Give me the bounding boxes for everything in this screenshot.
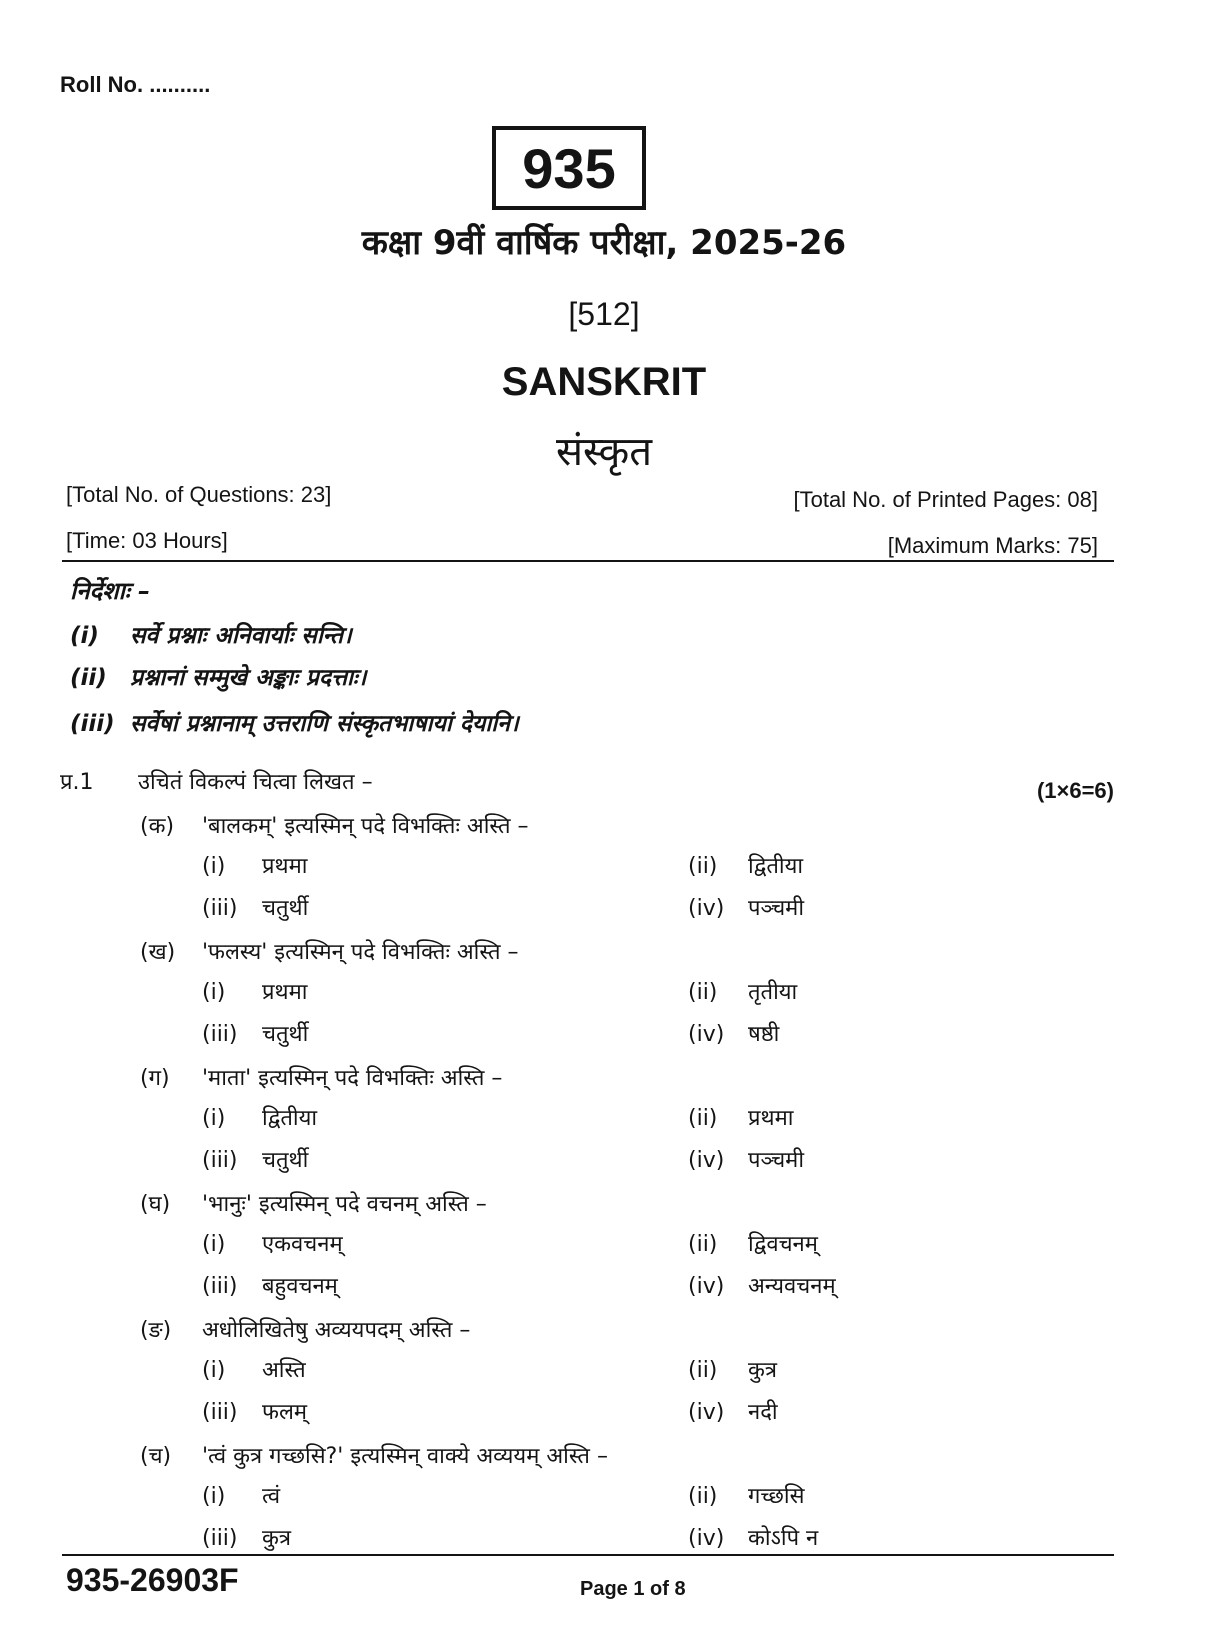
answer-option (688, 1018, 779, 1048)
answer-option (202, 976, 307, 1006)
option-text: एकवचनम् (262, 1232, 343, 1257)
sub-question (140, 1062, 502, 1092)
instructions-heading: निर्देशाः – (70, 577, 151, 605)
option-text: बहुवचनम् (262, 1274, 338, 1299)
answer-option (688, 892, 804, 922)
sub-question-label: (च) (140, 1444, 172, 1469)
option-text: कुत्र (748, 1358, 778, 1383)
answer-option (202, 1522, 291, 1552)
answer-option (688, 1354, 777, 1384)
answer-option (688, 850, 803, 880)
option-text: चतुर्थी (262, 1022, 309, 1047)
option-number: (iv) (688, 1148, 725, 1173)
answer-option (202, 1102, 317, 1132)
option-text: अस्ति (262, 1358, 306, 1383)
option-text: पञ्चमी (748, 896, 805, 921)
footer-code: 935-26903F (66, 1562, 239, 1598)
option-text: प्रथमा (748, 1106, 794, 1131)
option-number: (ii) (688, 1484, 718, 1509)
option-text: षष्ठी (748, 1022, 780, 1047)
option-text: नदी (748, 1400, 778, 1425)
option-number: (i) (202, 1106, 226, 1131)
sub-question (140, 1188, 487, 1218)
sub-question-text: अधोलिखितेषु अव्ययपदम् अस्ति – (202, 1318, 471, 1343)
header-divider (62, 560, 1114, 562)
option-number: (iii) (202, 1148, 238, 1173)
time-limit: [Time: 03 Hours] (66, 528, 228, 553)
option-text: अन्यवचनम् (748, 1274, 836, 1299)
option-number: (iii) (202, 1400, 238, 1425)
option-text: द्वितीया (262, 1106, 318, 1131)
option-number: (iii) (202, 1274, 238, 1299)
option-text: द्वितीया (748, 854, 804, 879)
instruction-item: (iii) सर्वेषां प्रश्नानाम् उत्तराणि संस्कृतभाषायां देयानि। (70, 711, 519, 737)
sub-question-label: (ख) (140, 940, 176, 965)
sub-question-label: (ङ) (140, 1318, 172, 1343)
exam-title: कक्षा 9वीं वार्षिक परीक्षा, 2025-26 (361, 223, 847, 263)
option-number: (iv) (688, 1022, 725, 1047)
answer-option (688, 1480, 804, 1510)
option-text: चतुर्थी (262, 1148, 309, 1173)
option-number: (i) (202, 1484, 226, 1509)
answer-option (202, 892, 308, 922)
option-number: (i) (202, 1232, 226, 1257)
answer-option (202, 1144, 308, 1174)
paper-number-box (492, 126, 646, 210)
option-text: त्वं (262, 1484, 281, 1509)
answer-option (202, 850, 307, 880)
printed-pages: [Total No. of Printed Pages: 08] (793, 487, 1098, 512)
answer-option (688, 1102, 793, 1132)
answer-option (202, 1354, 306, 1384)
option-text: गच्छसि (748, 1484, 805, 1509)
option-number: (iii) (202, 896, 238, 921)
option-number: (ii) (688, 980, 718, 1005)
answer-option (688, 1270, 836, 1300)
option-number: (ii) (688, 1232, 718, 1257)
instruction-item: (ii) प्रश्नानां सम्मुखे अङ्काः प्रदत्ताः। (70, 665, 367, 691)
option-text: कुत्र (262, 1526, 292, 1551)
page-number: Page 1 of 8 (580, 1578, 686, 1600)
answer-option (202, 1228, 343, 1258)
sub-question-text: 'माता' इत्यस्मिन् पदे विभक्तिः अस्ति – (202, 1066, 503, 1091)
sub-question-text: 'बालकम्' इत्यस्मिन् पदे विभक्तिः अस्ति – (202, 814, 529, 839)
sub-question-label: (घ) (140, 1192, 171, 1217)
sub-question-text: 'त्वं कुत्र गच्छसि?' इत्यस्मिन् वाक्ये अव्ययम् अस्ति – (202, 1444, 608, 1469)
sub-question (140, 1314, 470, 1344)
option-number: (i) (202, 854, 226, 879)
sub-question (140, 1440, 608, 1470)
footer-divider (62, 1554, 1114, 1556)
sub-question-label: (क) (140, 814, 175, 839)
option-number: (iii) (202, 1022, 238, 1047)
maximum-marks: [Maximum Marks: 75] (887, 533, 1098, 558)
answer-option (202, 1480, 280, 1510)
option-number: (iii) (202, 1526, 238, 1551)
answer-option (688, 1396, 778, 1426)
option-number: (iv) (688, 896, 725, 921)
option-number: (iv) (688, 1274, 725, 1299)
option-text: तृतीया (748, 980, 798, 1005)
question-number: प्र.1 (60, 770, 94, 795)
question-marks: (1×6=6) (1036, 778, 1114, 803)
sub-question-text: 'फलस्य' इत्यस्मिन् पदे विभक्तिः अस्ति – (202, 940, 519, 965)
option-text: प्रथमा (262, 980, 308, 1005)
answer-option (688, 976, 797, 1006)
subject-hindi: संस्कृत (555, 429, 653, 475)
sub-question-label: (ग) (140, 1066, 170, 1091)
answer-option (202, 1018, 308, 1048)
option-text: फलम् (262, 1400, 308, 1425)
answer-option (202, 1396, 307, 1426)
answer-option (688, 1144, 804, 1174)
answer-option (202, 1270, 338, 1300)
option-number: (iv) (688, 1400, 725, 1425)
option-number: (ii) (688, 1358, 718, 1383)
roll-number: Roll No. .......... (60, 72, 211, 97)
paper-code: [512] (568, 296, 640, 332)
option-text: कोऽपि न (748, 1526, 819, 1551)
option-text: द्विवचनम् (748, 1232, 818, 1257)
subject-english: SANSKRIT (501, 360, 707, 404)
option-number: (ii) (688, 1106, 718, 1131)
option-text: प्रथमा (262, 854, 308, 879)
instruction-item: (i) सर्वे प्रश्नाः अनिवार्याः सन्ति। (70, 623, 352, 649)
option-number: (i) (202, 1358, 226, 1383)
option-number: (i) (202, 980, 226, 1005)
paper-number: 935 (522, 136, 616, 200)
question-text: उचितं विकल्पं चित्वा लिखत – (138, 770, 373, 795)
option-text: पञ्चमी (748, 1148, 805, 1173)
total-questions: [Total No. of Questions: 23] (66, 482, 332, 507)
sub-question (140, 810, 529, 840)
sub-question-text: 'भानुः' इत्यस्मिन् पदे वचनम् अस्ति – (202, 1192, 487, 1217)
option-number: (iv) (688, 1526, 725, 1551)
answer-option (688, 1228, 818, 1258)
option-text: चतुर्थी (262, 896, 309, 921)
answer-option (688, 1522, 818, 1552)
sub-question (140, 936, 518, 966)
option-number: (ii) (688, 854, 718, 879)
